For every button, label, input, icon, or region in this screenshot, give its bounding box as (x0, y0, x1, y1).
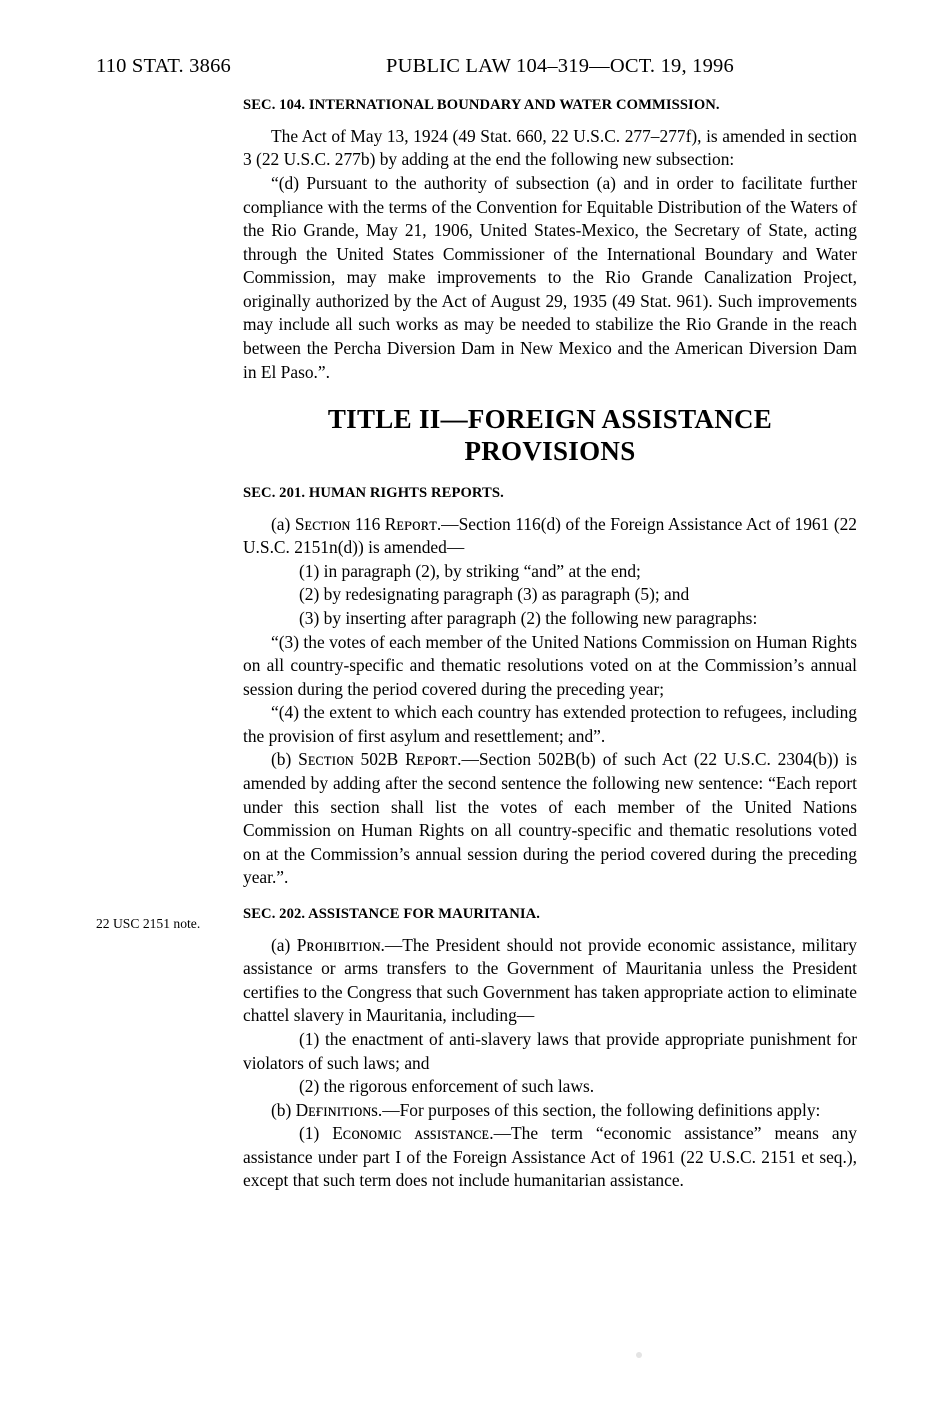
margin-note-22-usc-2151: 22 USC 2151 note. (96, 916, 201, 931)
statute-page-number: 110 STAT. 3866 (96, 55, 231, 77)
sec202-item-1: (1) the enactment of anti-slavery laws that provide appropriate punishment for violators of such laws; and (243, 1028, 857, 1073)
title-2-line-1: TITLE II—FOREIGN ASSISTANCE (327, 404, 773, 435)
sec202-item-2: (2) the rigorous enforcement of such laws. (299, 1076, 595, 1097)
section-heading-104: SEC. 104. INTERNATIONAL BOUNDARY AND WATER COMMISSION. (243, 97, 720, 113)
body-column (243, 96, 857, 1193)
sec201-quoted-paragraph-3: “(3) the votes of each member of the United Nations Commission on Human Rights on all country-specific and thematic resolutions voted on at the Commission’s annual session during the period covered during the preceding year; (243, 631, 857, 699)
sec201-subsection-a: (a) Sᴇᴄᴛɪᴏɴ 116 Rᴇᴘᴏʀᴛ.—Section 116(d) of the Foreign Assistance Act of 1961 (22 U.S.C. 2151n(d)) is amended— (243, 513, 857, 558)
sec201-item-2: (2) by redesignating paragraph (3) as paragraph (5); and (299, 584, 690, 605)
title-2-heading (243, 404, 857, 468)
title-2-line-2: PROVISIONS (464, 435, 636, 466)
sec201-item-3: (3) by inserting after paragraph (2) the following new paragraphs: (299, 607, 758, 628)
running-head (96, 55, 856, 78)
section-heading-202: SEC. 202. ASSISTANCE FOR MAURITANIA. (243, 905, 541, 922)
page-artifact-mark (636, 1352, 642, 1358)
sec201-subsection-b: (b) Sᴇᴄᴛɪᴏɴ 502B Rᴇᴘᴏʀᴛ.—Section 502B(b) of such Act (22 U.S.C. 2304(b)) is amended by adding after the second sentence the following new sentence: “Each report under this section shall list the votes of each member of the United Nations Commission on Human Rights on all country-specific and thematic resolutions voted on at the Commission’s annual session during the period covered during the preceding year.”. (243, 749, 857, 888)
sec104-paragraph-d: “(d) Pursuant to the authority of subsection (a) and in order to facilitate further compliance with the terms of the Convention for Equitable Distribution of the Waters of the Rio Grande, May 21, 1906, United States-Mexico, the Secretary of State, acting through the United States Commissioner of the International Boundary and Water Commission, may make improvements to the Rio Grande Canalization Project, originally authorized by the Act of August 29, 1935 (49 Stat. 961). Such improvements may include all such works as may be needed to stabilize the Rio Grande in the reach between the Percha Diversion Dam in New Mexico and the American Diversion Dam in El Paso.”. (243, 172, 857, 382)
section-heading-201: SEC. 201. HUMAN RIGHTS REPORTS. (243, 484, 504, 501)
sec202-subsection-b: (b) Dᴇғɪɴɪᴛɪᴏɴs.—For purposes of this section, the following definitions apply: (271, 1099, 821, 1120)
sec202-subsection-a: (a) Pʀᴏʜɪʙɪᴛɪᴏɴ.—The President should not provide economic assistance, military assistance or arms transfers to the Government of Mauritania unless the President certifies to the Congress that such Government has taken appropriate action to eliminate chattel slavery in Mauritania, including— (243, 934, 857, 1026)
sec201-item-1: (1) in paragraph (2), by striking “and” at the end; (299, 560, 641, 581)
sec202-definition-economic-assistance: (1) Eᴄᴏɴᴏᴍɪᴄ ᴀssɪsᴛᴀɴᴄᴇ.—The term “economic assistance” means any assistance under part I of the Foreign Assistance Act of 1961 (22 U.S.C. 2151 et seq.), except that such term does not include humanitarian assistance. (243, 1123, 857, 1191)
sec201-quoted-paragraph-4: “(4) the extent to which each country has extended protection to refugees, including the provision of first asylum and resettlement; and”. (243, 702, 857, 746)
public-law-citation: PUBLIC LAW 104–319—OCT. 19, 1996 (385, 55, 734, 77)
sec104-paragraph-1: The Act of May 13, 1924 (49 Stat. 660, 22 U.S.C. 277–277f), is amended in section 3 (22 U.S.C. 277b) by adding at the end the following new subsection: (243, 125, 857, 170)
